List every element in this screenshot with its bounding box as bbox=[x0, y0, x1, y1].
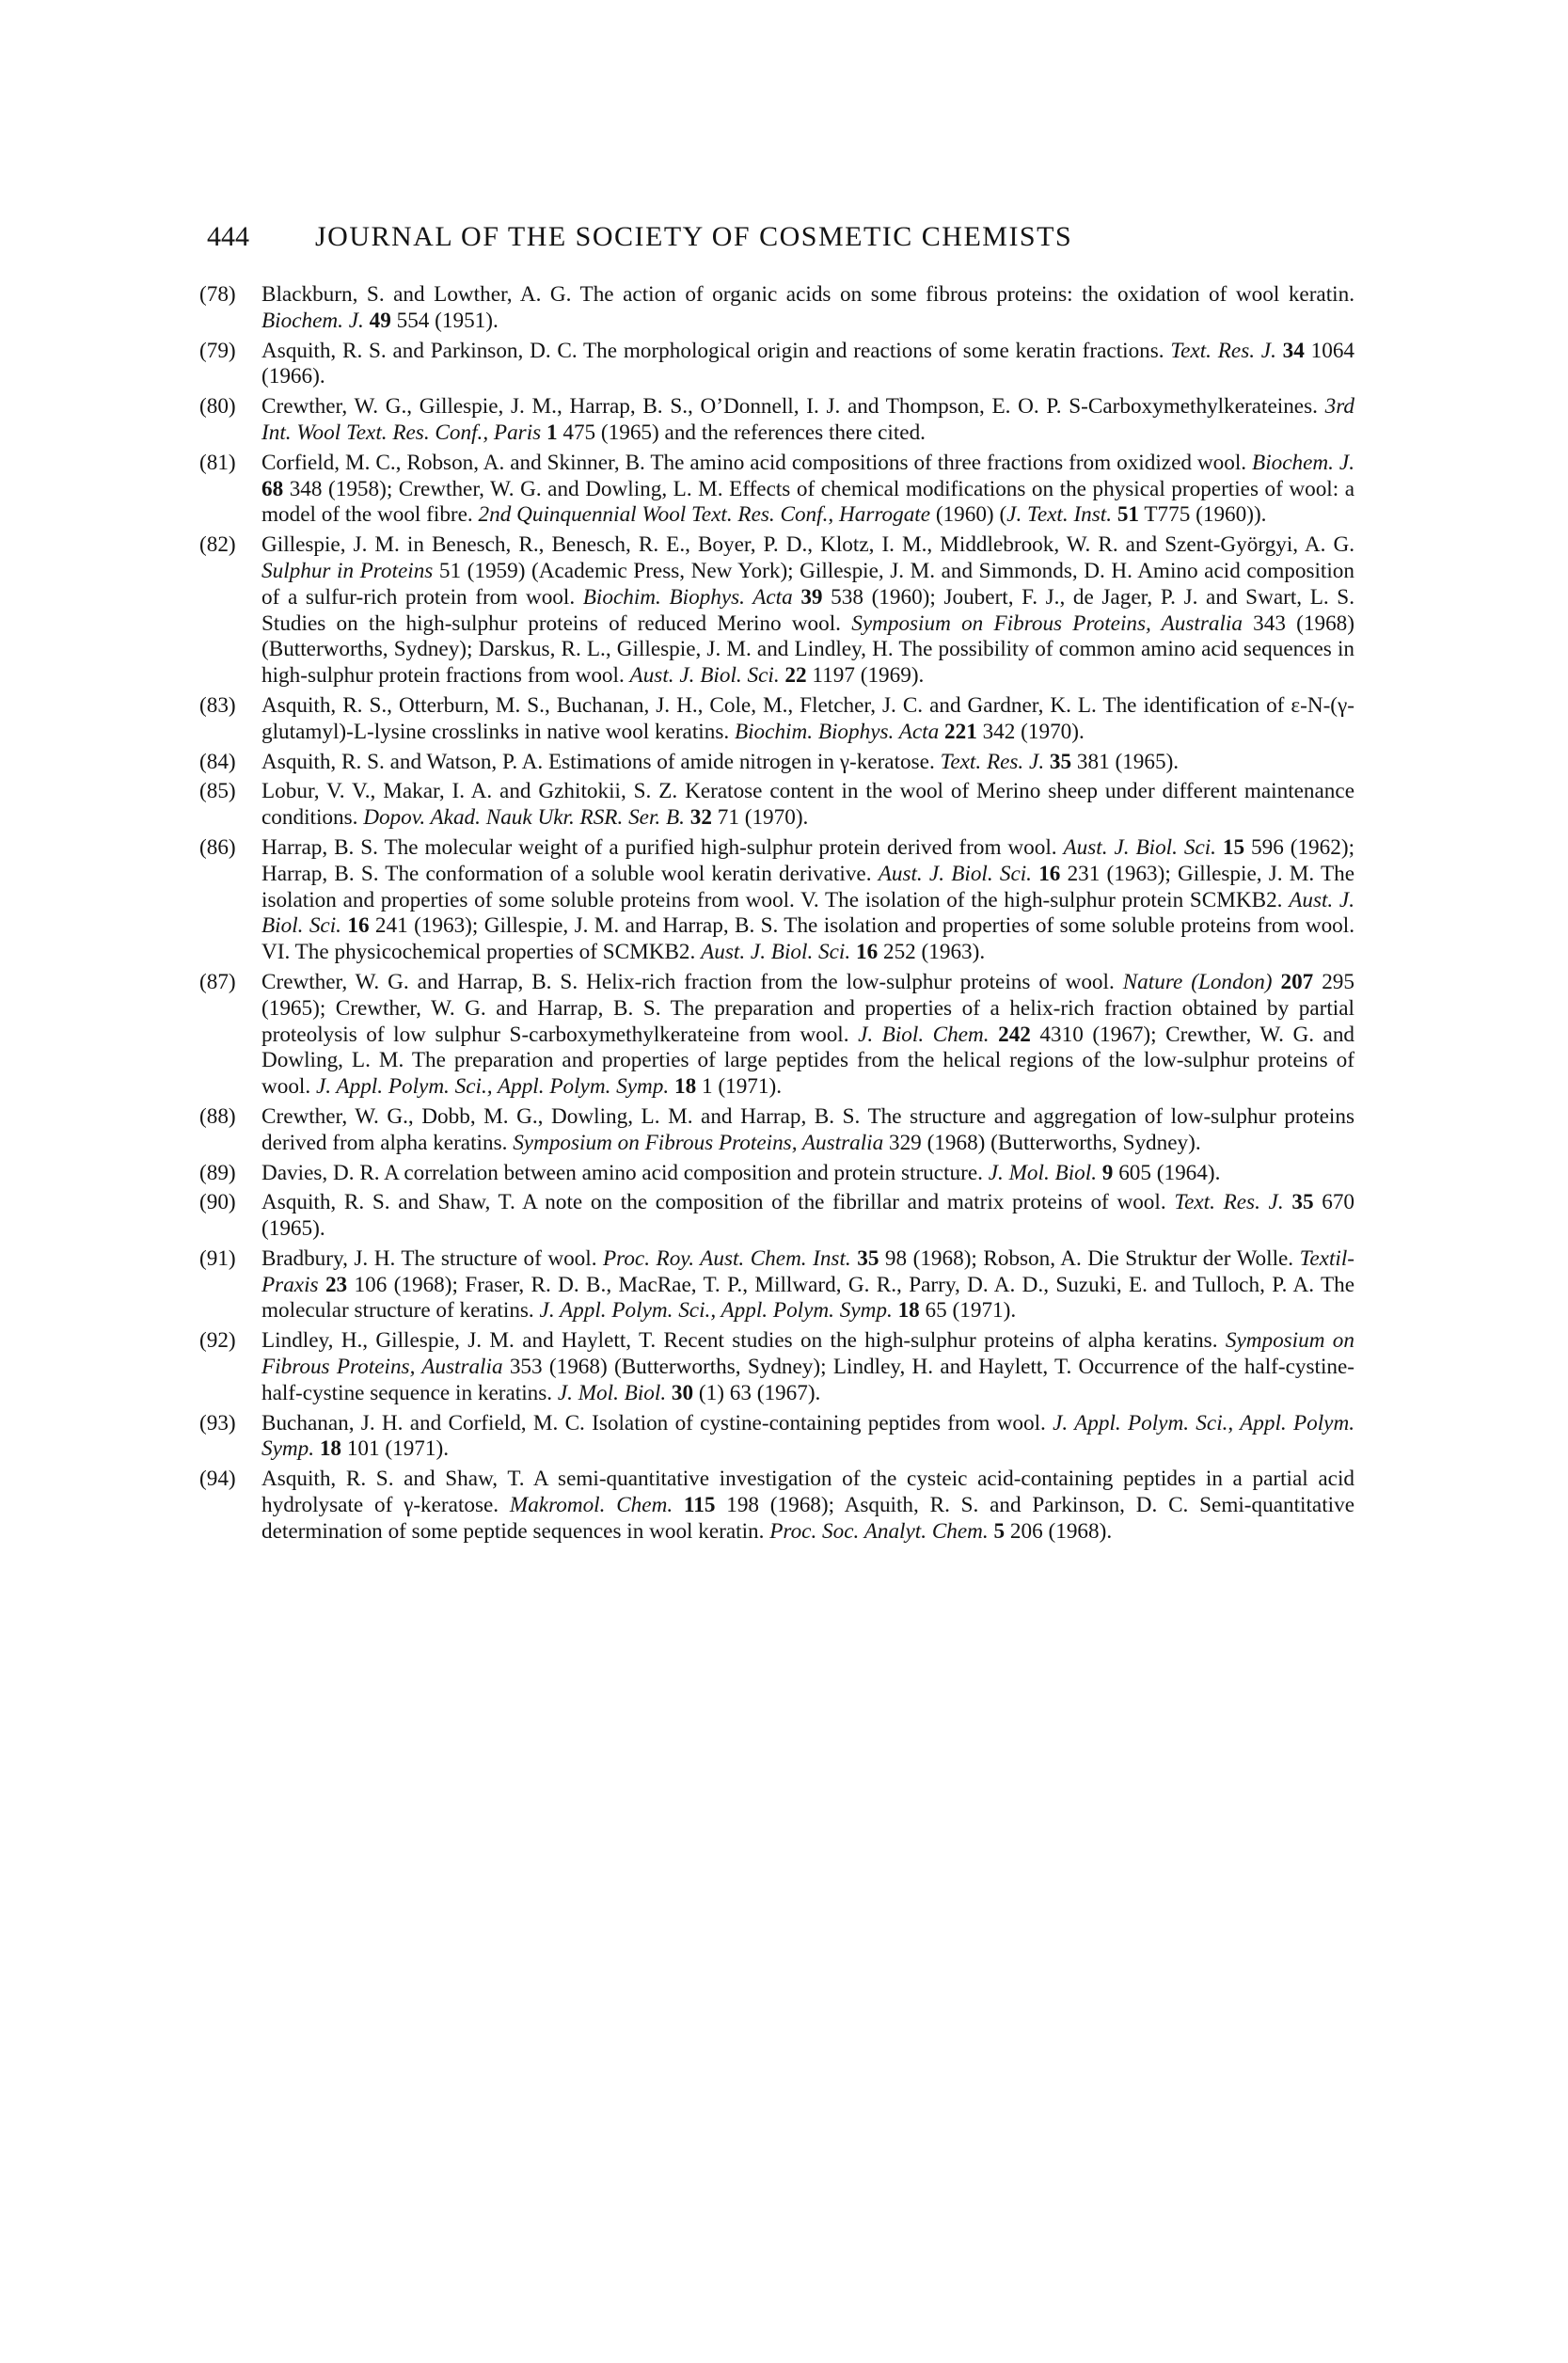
reference-number: (83) bbox=[199, 692, 236, 718]
reference-segment: 381 (1965). bbox=[1071, 749, 1180, 774]
volume-number: 18 bbox=[319, 1436, 342, 1462]
reference-item bbox=[199, 693, 1354, 746]
journal-citation: Proc. Roy. Aust. Chem. Inst. bbox=[603, 1245, 851, 1271]
reference-item bbox=[199, 970, 1354, 1101]
reference-segment: Asquith, R. S. and Watson, P. A. Estimations of amide nitrogen in γ-keratose. bbox=[261, 749, 941, 774]
reference-segment: 241 (1963); Gillespie, J. M. and Harrap, B. S. The isolation and properties of some soluble proteins from wool. VI. The physicochemical properties of SCMKB2. bbox=[261, 913, 1355, 965]
volume-number: 22 bbox=[784, 663, 807, 689]
journal-citation: J. Appl. Polym. Sci., Appl. Polym. Symp. bbox=[261, 1410, 1355, 1462]
reference-item bbox=[199, 1161, 1354, 1187]
reference-text bbox=[261, 339, 1354, 391]
volume-number: 18 bbox=[897, 1298, 920, 1324]
reference-text bbox=[261, 779, 1354, 832]
reference-text bbox=[261, 1411, 1354, 1464]
reference-segment: 252 (1963). bbox=[878, 940, 986, 965]
reference-segment: Crewther, W. G., Dobb, M. G., Dowling, L. M. and Harrap, B. S. The structure and aggregation of low-sulphur proteins derived from alpha keratins. bbox=[261, 1103, 1354, 1155]
volume-number: 1 bbox=[546, 420, 558, 445]
reference-number: (79) bbox=[199, 338, 236, 363]
reference-item bbox=[199, 1190, 1354, 1243]
reference-segment: Crewther, W. G. and Harrap, B. S. Helix-rich fraction from the low-sulphur proteins of wool. bbox=[261, 969, 1123, 994]
reference-item bbox=[199, 451, 1354, 529]
reference-segment bbox=[1216, 835, 1223, 860]
journal-citation: Dopov. Akad. Nauk Ukr. RSR. Ser. B. bbox=[363, 805, 685, 831]
reference-segment: T775 (1960)). bbox=[1139, 502, 1267, 528]
volume-number: 30 bbox=[671, 1380, 694, 1405]
reference-text bbox=[261, 532, 1354, 690]
journal-citation: Biochem. J. bbox=[261, 308, 364, 333]
journal-citation: Biochim. Biophys. Acta bbox=[734, 719, 940, 744]
journal-citation: Aust. J. Biol. Sci. bbox=[1063, 834, 1216, 860]
journal-citation: Nature (London) bbox=[1122, 969, 1273, 994]
journal-citation: 3rd Int. Wool Text. Res. Conf., Paris bbox=[261, 394, 1354, 445]
journal-citation: Aust. J. Biol. Sci. bbox=[878, 861, 1032, 886]
reference-segment: 4310 (1967); Crewther, W. G. and Dowling, L. M. The preparation and properties of large peptides from the helical regions of the low-sulphur proteins of wool. bbox=[261, 1022, 1355, 1100]
journal-citation: J. Biol. Chem. bbox=[858, 1022, 990, 1047]
reference-segment: Bradbury, J. H. The structure of wool. bbox=[261, 1245, 604, 1271]
page-number: 444 bbox=[207, 221, 249, 252]
reference-number: (87) bbox=[199, 969, 236, 994]
reference-number: (88) bbox=[199, 1103, 236, 1129]
journal-citation: Proc. Soc. Analyt. Chem. bbox=[769, 1518, 989, 1544]
reference-segment: 538 (1960); Joubert, F. J., de Jager, P. J. and Swart, L. S. Studies on the high-sulphur proteins of reduced Merino wool. bbox=[261, 584, 1354, 636]
reference-number: (78) bbox=[199, 282, 236, 307]
reference-segment: 71 (1970). bbox=[711, 805, 809, 831]
reference-number: (91) bbox=[199, 1245, 236, 1271]
reference-segment: 1197 (1969). bbox=[806, 663, 925, 689]
reference-segment: 348 (1958); Crewther, W. G. and Dowling, L. M. Effects of chemical modifications on the physical properties of wool: a model of the wool fibre. bbox=[261, 476, 1354, 528]
reference-text bbox=[261, 970, 1354, 1101]
reference-segment: Gillespie, J. M. in Benesch, R., Benesch, R. E., Boyer, P. D., Klotz, I. M., Middlebrook, W. R. and Szent-Györgyi, A. G. bbox=[261, 532, 1354, 558]
volume-number: 207 bbox=[1280, 969, 1314, 994]
reference-segment: 353 (1968) (Butterworths, Sydney); Lindley, H. and Haylett, T. Occurrence of the half-cystine-half-cystine sequence in keratins. bbox=[261, 1355, 1354, 1405]
reference-item bbox=[199, 1104, 1354, 1157]
reference-text bbox=[261, 1190, 1354, 1243]
reference-segment: Asquith, R. S. and Parkinson, D. C. The morphological origin and reactions of some keratin fractions. bbox=[261, 338, 1171, 363]
journal-citation: J. Appl. Polym. Sci., Appl. Polym. Symp. bbox=[315, 1074, 670, 1100]
reference-segment: 231 (1963); Gillespie, J. M. The isolation and properties of some soluble proteins from wool. V. The isolation of the high-sulphur protein SCMKB2. bbox=[261, 861, 1354, 912]
reference-item bbox=[199, 1411, 1354, 1464]
reference-text bbox=[261, 693, 1354, 746]
volume-number: 35 bbox=[1291, 1190, 1314, 1215]
journal-citation: J. Appl. Polym. Sci., Appl. Polym. Symp. bbox=[539, 1298, 893, 1324]
volume-number: 16 bbox=[855, 940, 879, 965]
reference-number: (94) bbox=[199, 1467, 236, 1492]
volume-number: 68 bbox=[261, 476, 284, 501]
volume-number: 51 bbox=[1117, 502, 1140, 528]
reference-text bbox=[261, 1467, 1354, 1545]
reference-segment: Harrap, B. S. The molecular weight of a purified high-sulphur protein derived from wool. bbox=[261, 834, 1064, 860]
reference-segment bbox=[673, 1493, 684, 1517]
volume-number: 115 bbox=[683, 1493, 716, 1518]
reference-segment: Lindley, H., Gillespie, J. M. and Haylett, T. Recent studies on the high-sulphur proteins of alpha keratins. bbox=[261, 1328, 1226, 1354]
volume-number: 34 bbox=[1282, 338, 1305, 363]
journal-citation: Aust. J. Biol. Sci. bbox=[701, 940, 851, 965]
reference-segment: 1 (1971). bbox=[696, 1074, 782, 1100]
reference-segment: Asquith, R. S. and Shaw, T. A note on the composition of the fibrillar and matrix proteins of wool. bbox=[261, 1190, 1175, 1215]
reference-segment: Blackburn, S. and Lowther, A. G. The action of organic acids on some fibrous proteins: the oxidation of wool keratin. bbox=[261, 282, 1354, 307]
journal-citation: 2nd Quinquennial Wool Text. Res. Conf., Harrogate bbox=[478, 502, 931, 528]
volume-number: 49 bbox=[369, 308, 391, 333]
volume-number: 39 bbox=[800, 584, 823, 610]
reference-number: (80) bbox=[199, 394, 236, 420]
volume-number: 32 bbox=[689, 805, 712, 831]
volume-number: 18 bbox=[674, 1074, 697, 1100]
journal-title: JOURNAL OF THE SOCIETY OF COSMETIC CHEMISTS bbox=[315, 221, 1073, 252]
reference-number: (81) bbox=[199, 450, 236, 475]
journal-citation: Symposium on Fibrous Proteins, Australia bbox=[261, 1328, 1354, 1380]
reference-number: (84) bbox=[199, 749, 236, 774]
journal-citation: J. Mol. Biol. bbox=[988, 1160, 1097, 1185]
reference-text bbox=[261, 1328, 1354, 1406]
reference-item bbox=[199, 532, 1354, 690]
reference-segment: (1960) ( bbox=[930, 502, 1007, 528]
journal-citation: Symposium on Fibrous Proteins, Australia bbox=[513, 1130, 884, 1155]
reference-segment: Lobur, V. V., Makar, I. A. and Gzhitokii, S. Z. Keratose content in the wool of Merino sheep under different maintenance conditions. bbox=[261, 779, 1354, 831]
journal-citation: Text. Res. J. bbox=[1170, 338, 1276, 363]
reference-text bbox=[261, 451, 1354, 529]
reference-segment: Davies, D. R. A correlation between amino acid composition and protein structure. bbox=[261, 1160, 989, 1185]
reference-number: (86) bbox=[199, 834, 236, 860]
reference-text bbox=[261, 750, 1354, 776]
reference-item bbox=[199, 339, 1354, 391]
reference-text bbox=[261, 1161, 1354, 1187]
volume-number: 5 bbox=[993, 1518, 1006, 1544]
reference-number: (85) bbox=[199, 779, 236, 804]
reference-segment: 605 (1964). bbox=[1113, 1160, 1221, 1185]
reference-segment: 295 (1965); Crewther, W. G. and Harrap, B. S. The preparation and properties of a helix-rich fraction obtained by partial proteolysis of low sulphur S-carboxymethylkerateine from wool. bbox=[261, 969, 1354, 1047]
volume-number: 242 bbox=[998, 1022, 1031, 1047]
reference-item bbox=[199, 282, 1354, 335]
reference-text bbox=[261, 835, 1354, 966]
reference-segment: 329 (1968) (Butterworths, Sydney). bbox=[883, 1130, 1201, 1155]
reference-segment: 206 (1968). bbox=[1005, 1518, 1113, 1544]
volume-number: 15 bbox=[1222, 834, 1245, 860]
reference-segment: 65 (1971). bbox=[919, 1298, 1017, 1324]
reference-segment: Crewther, W. G., Gillespie, J. M., Harrap, B. S., O’Donnell, I. J. and Thompson, E. O. P. S-Carboxymethylkerateines. bbox=[261, 394, 1325, 420]
reference-segment: Asquith, R. S. and Shaw, T. A semi-quantitative investigation of the cysteic acid-containing peptides in a partial acid hydrolysate of γ-keratose. bbox=[261, 1467, 1354, 1518]
reference-segment: Buchanan, J. H. and Corfield, M. C. Isolation of cystine-containing peptides from wool. bbox=[261, 1410, 1053, 1435]
journal-citation: Makromol. Chem. bbox=[509, 1493, 673, 1518]
reference-segment: (1) 63 (1967). bbox=[693, 1380, 821, 1405]
reference-text bbox=[261, 394, 1354, 447]
journal-citation: Symposium on Fibrous Proteins, Australia bbox=[851, 611, 1243, 636]
journal-citation: Sulphur in Proteins bbox=[261, 558, 434, 583]
reference-segment: 342 (1970). bbox=[976, 719, 1085, 744]
journal-citation: Text. Res. J. bbox=[940, 749, 1045, 774]
reference-item bbox=[199, 1467, 1354, 1545]
reference-segment: 475 (1965) and the references there cited. bbox=[557, 420, 926, 445]
reference-segment: 101 (1971). bbox=[341, 1436, 450, 1462]
volume-number: 16 bbox=[347, 913, 370, 939]
journal-citation: Aust. J. Biol. Sci. bbox=[261, 887, 1354, 939]
reference-number: (90) bbox=[199, 1190, 236, 1215]
reference-item bbox=[199, 394, 1354, 447]
reference-segment: 198 (1968); Asquith, R. S. and Parkinson, D. C. Semi-quantitative determination of some peptide sequences in wool keratin. bbox=[261, 1493, 1354, 1544]
reference-segment bbox=[1276, 339, 1283, 363]
volume-number: 35 bbox=[857, 1245, 879, 1271]
reference-item bbox=[199, 750, 1354, 776]
reference-number: (89) bbox=[199, 1160, 236, 1185]
journal-citation: Biochem. J. bbox=[1252, 450, 1354, 475]
running-head bbox=[207, 221, 1354, 253]
reference-segment: 596 (1962); Harrap, B. S. The conformation of a soluble wool keratin derivative. bbox=[261, 834, 1355, 886]
reference-number: (92) bbox=[199, 1328, 236, 1354]
journal-citation: J. Text. Inst. bbox=[1006, 502, 1113, 528]
reference-item bbox=[199, 1246, 1354, 1324]
reference-segment bbox=[319, 1273, 325, 1297]
volume-number: 221 bbox=[944, 719, 977, 744]
reference-list bbox=[199, 282, 1354, 1549]
journal-citation: Text. Res. J. bbox=[1174, 1190, 1284, 1215]
reference-segment bbox=[990, 1023, 999, 1047]
reference-text bbox=[261, 1246, 1354, 1324]
reference-segment: Corfield, M. C., Robson, A. and Skinner, B. The amino acid compositions of three fractions from oxidized wool. bbox=[261, 450, 1253, 475]
journal-citation: Aust. J. Biol. Sci. bbox=[629, 663, 780, 689]
volume-number: 23 bbox=[325, 1272, 348, 1297]
reference-segment: 670 (1965). bbox=[261, 1190, 1355, 1242]
reference-text bbox=[261, 282, 1354, 335]
journal-citation: Textil-Praxis bbox=[261, 1245, 1355, 1297]
reference-text bbox=[261, 1104, 1354, 1157]
volume-number: 9 bbox=[1101, 1160, 1114, 1185]
reference-segment: 1064 (1966). bbox=[261, 338, 1355, 389]
reference-number: (82) bbox=[199, 532, 236, 558]
reference-segment: 51 (1959) (Academic Press, New York); Gillespie, J. M. and Simmonds, D. H. Amino acid composition of a sulfur-rich protein from wool. bbox=[261, 558, 1354, 610]
reference-item bbox=[199, 835, 1354, 966]
reference-item bbox=[199, 1328, 1354, 1406]
journal-citation: Biochim. Biophys. Acta bbox=[582, 584, 793, 610]
volume-number: 35 bbox=[1049, 749, 1072, 774]
reference-item bbox=[199, 779, 1354, 832]
reference-segment: Asquith, R. S., Otterburn, M. S., Buchanan, J. H., Cole, M., Fletcher, J. C. and Gardner, K. L. The identification of ε-N-(γ-glutamyl)-L-lysine crosslinks in native wool keratins. bbox=[261, 692, 1354, 744]
volume-number: 16 bbox=[1038, 861, 1061, 886]
reference-segment: 98 (1968); Robson, A. Die Struktur der Wolle. bbox=[879, 1245, 1300, 1271]
reference-number: (93) bbox=[199, 1410, 236, 1435]
reference-segment: 554 (1951). bbox=[390, 308, 499, 333]
journal-citation: J. Mol. Biol. bbox=[557, 1380, 667, 1405]
reference-segment: 106 (1968); Fraser, R. D. B., MacRae, T. P., Millward, G. R., Parry, D. A. D., Suzuki, E. and Tulloch, P. A. The molecular structure of keratins. bbox=[261, 1272, 1355, 1324]
reference-segment: 343 (1968) (Butterworths, Sydney); Darskus, R. L., Gillespie, J. M. and Lindley, H. The possibility of common amino acid sequences in high-sulphur protein fractions from wool. bbox=[261, 611, 1354, 689]
